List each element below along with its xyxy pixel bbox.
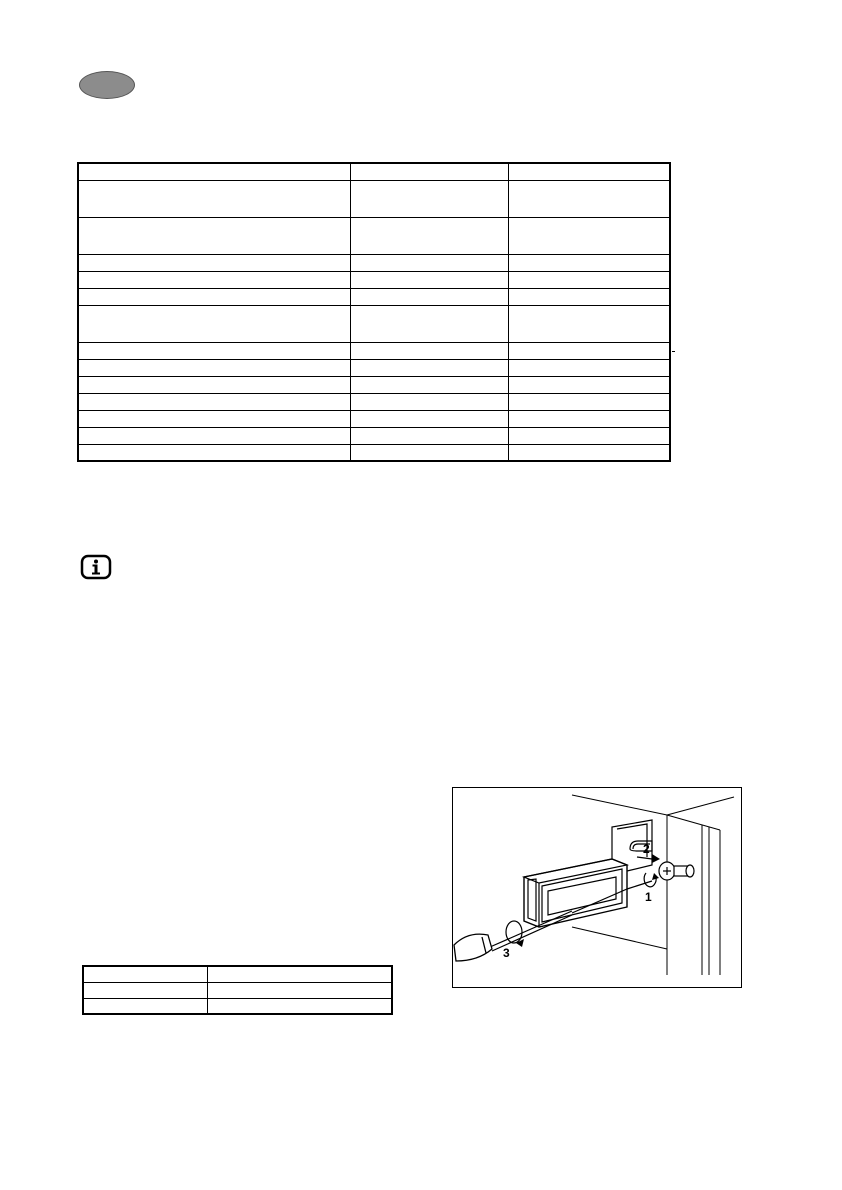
- specification-table: [77, 162, 671, 462]
- table-cell: [78, 410, 351, 427]
- table-cell: [351, 410, 508, 427]
- table-row: [78, 393, 670, 410]
- table-cell: [207, 998, 392, 1014]
- table-cell: [351, 444, 508, 461]
- table-cell: [78, 305, 351, 342]
- table-row: [78, 271, 670, 288]
- table-cell: [508, 444, 670, 461]
- step-3-label: 3: [503, 946, 510, 960]
- table-row: [78, 359, 670, 376]
- table-row: [78, 305, 670, 342]
- table-cell: [508, 254, 670, 271]
- table-row: [78, 410, 670, 427]
- table-row: [78, 180, 670, 217]
- table-cell: [78, 217, 351, 254]
- table-row: [78, 254, 670, 271]
- table-cell: [351, 376, 508, 393]
- table-cell: [78, 376, 351, 393]
- table-row: [83, 982, 392, 998]
- table-cell: [207, 982, 392, 998]
- installation-illustration: [452, 787, 742, 988]
- table-cell: [78, 444, 351, 461]
- table-cell: [78, 288, 351, 305]
- table-cell: [508, 288, 670, 305]
- table-cell: [78, 163, 351, 180]
- table-row: [83, 966, 392, 982]
- table-cell: [351, 217, 508, 254]
- table-cell: [508, 305, 670, 342]
- table-cell: [78, 393, 351, 410]
- table-row: [78, 444, 670, 461]
- table-cell: [83, 998, 207, 1014]
- table-edge-mark: [672, 351, 675, 352]
- table-cell: [508, 163, 670, 180]
- small-table: [82, 965, 393, 1015]
- table-cell: [351, 180, 508, 217]
- table-cell: [207, 966, 392, 982]
- table-cell: [83, 966, 207, 982]
- language-badge: [79, 71, 135, 99]
- table-cell: [351, 342, 508, 359]
- table-cell: [78, 427, 351, 444]
- table-cell: [78, 342, 351, 359]
- table-cell: [351, 305, 508, 342]
- table-cell: [351, 254, 508, 271]
- table-cell: [78, 271, 351, 288]
- table-row: [78, 288, 670, 305]
- step-1-label: 1: [645, 890, 652, 904]
- table-cell: [78, 359, 351, 376]
- table-cell: [351, 393, 508, 410]
- info-icon: [80, 554, 112, 580]
- table-cell: [508, 393, 670, 410]
- table-cell: [351, 288, 508, 305]
- table-row: [83, 998, 392, 1014]
- table-cell: [351, 163, 508, 180]
- table-cell: [351, 427, 508, 444]
- table-cell: [508, 342, 670, 359]
- table-row: [78, 342, 670, 359]
- table-row: [78, 163, 670, 180]
- table-cell: [508, 359, 670, 376]
- table-cell: [351, 359, 508, 376]
- table-cell: [508, 410, 670, 427]
- table-row: [78, 217, 670, 254]
- table-cell: [508, 376, 670, 393]
- table-row: [78, 376, 670, 393]
- table-cell: [78, 254, 351, 271]
- table-cell: [508, 427, 670, 444]
- step-2-label: 2: [643, 842, 650, 856]
- table-cell: [351, 271, 508, 288]
- table-cell: [78, 180, 351, 217]
- table-row: [78, 427, 670, 444]
- table-cell: [83, 982, 207, 998]
- table-cell: [508, 217, 670, 254]
- table-cell: [508, 271, 670, 288]
- table-cell: [508, 180, 670, 217]
